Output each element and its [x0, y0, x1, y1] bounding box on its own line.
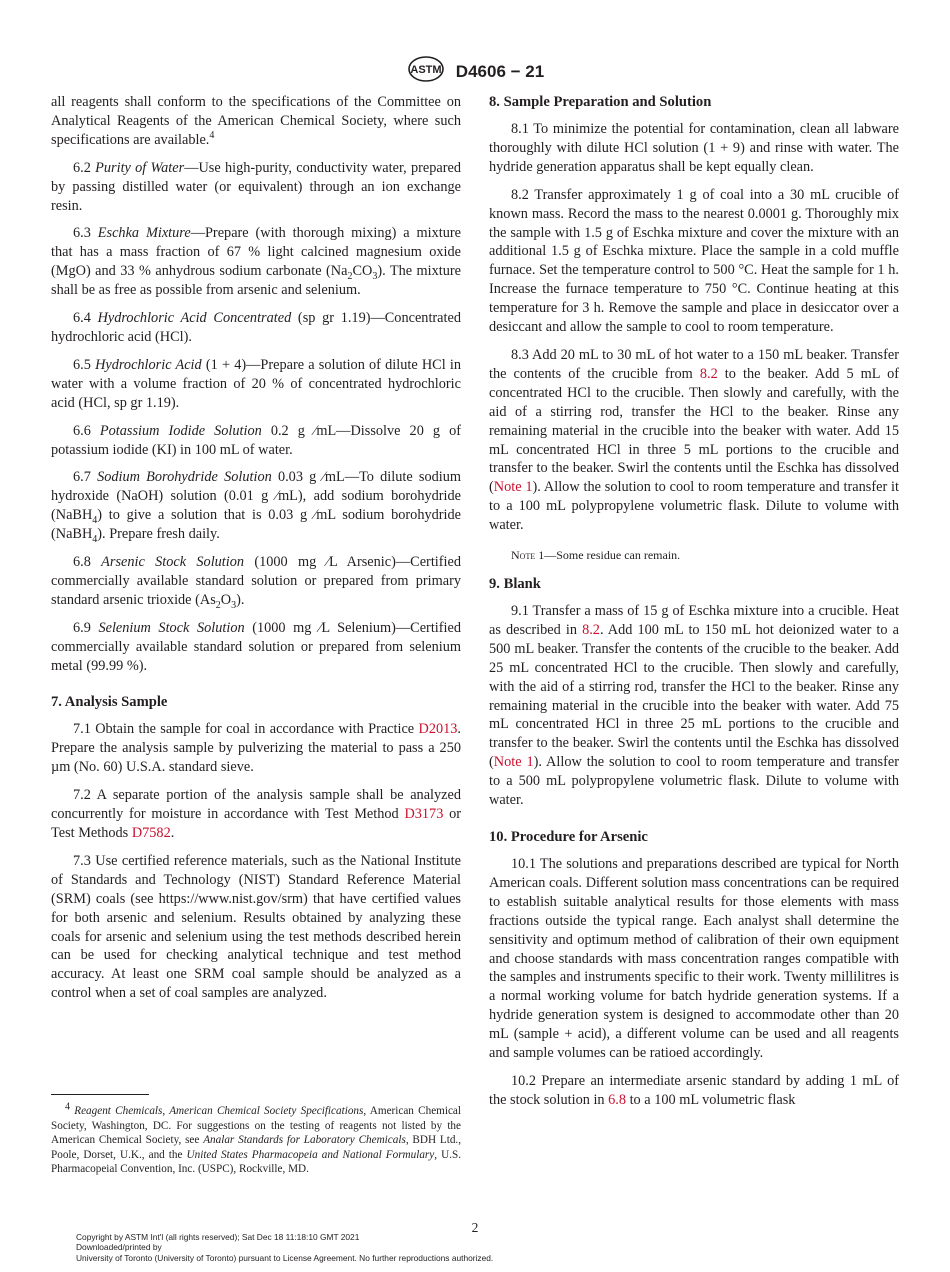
astm-logo-text: ASTM [410, 64, 442, 76]
section-9-heading: 9. Blank [489, 576, 541, 593]
section-8-1: 8.1 To minimize the potential for contamination, clean all labware thoroughly with dilute HCl solution (1 + 9) and rinse with water. The hydride generation apparatus shall be kept equally clean. [489, 121, 899, 175]
reagents-paragraph: all reagents shall conform to the specifications of the Committee on Analytical Reagents of the American Chemical Society, where such specifications are available.$^4$ [51, 94, 461, 148]
page-number: 2 [471, 1220, 479, 1235]
section-10-2: 10.2 Prepare an intermediate arsenic standard by adding 1 mL of the stock solution in 6.8 to a 100 mL volumetric flask [489, 1072, 899, 1108]
section-6-9: 6.9 Selenium Stock Solution (1000 mg ⁄L Selenium)—Certified commercially available standard solution or prepared from selenium metal (99.99 %). [51, 619, 461, 674]
section-6-4: 6.4 Hydrochloric Acid Concentrated (sp gr 1.19)—Concentrated hydrochloric acid (HCl). [51, 310, 461, 345]
section-7-3: 7.3 Use certified reference materials, such as the National Institute of Standards and Technology (NIST) Standard Reference Material (SRM) coals (see https://www.nist.gov/srm) that have certified values for both arsenic and selenium. Results obtained by analyzing these coals for arsenic and selenium using the test methods described herein can be used for checking analytical technique and test method accuracy. At least one SRM coal sample should be analyzed as a control when a set of coal samples are analyzed. [51, 852, 461, 1002]
section-7-2: 7.2 A separate portion of the analysis sample shall be analyzed concurrently for moisture in accordance with Test Method D3173 or Test Methods D7582. [51, 787, 461, 841]
astm-logo [406, 56, 446, 87]
section-6-7: 6.7 Sodium Borohydride Solution 0.03 g ⁄mL—To dilute sodium hydroxide (NaOH) solution (0.01 g ⁄mL), add sodium borohydride (NaBH$_4$) to give a solution that is 0.03 g ⁄mL sodium borohydride (NaBH$_4$). Prepare fresh daily. [51, 469, 462, 545]
link-8-2[interactable]: 8.2 [699, 365, 718, 382]
section-8-3: 8.3 Add 20 mL to 30 mL of hot water to a 150 mL beaker. Transfer the contents of the crucible from 8.2 to the beaker. Add 5 mL of concentrated HCl to the crucible. Then slowly and carefully, with the aid of a stirring rod, transfer the HCl to the beaker. Rinse any remaining material in the crucible into the beaker with water. Add 15 mL concentrated HCl in three 5 mL portions to the crucible and transfer to the beaker. Swirl the contents until the Eschka has dissolved (Note 1). Allow the solution to cool to room temperature and transfer it to a 100 mL polypropylene volumetric flask. Dilute to volume with water. [489, 346, 900, 534]
footnote-4: $^4$ Reagent Chemicals, American Chemical Society Specifications, American Chemical Society, Washington, DC. For suggestions on the testing of reagents not listed by the American Chemical Society, see Analar Standards for Laboratory Chemicals, BDH Ltd., Poole, Dorset, U.K., and the United States Pharmacopeia and National Formulary, U.S. Pharmacopeial Convention, Inc. (USPC), Rockville, MD. [51, 1101, 462, 1176]
section-10-heading: 10. Procedure for Arsenic [489, 829, 648, 845]
section-6-2: 6.2 Purity of Water—Use high-purity, conductivity water, prepared by passing distilled water (or equivalent) through an ion exchange resin. [51, 159, 462, 214]
right-column [489, 93, 899, 1119]
copyright-notice: Copyright by ASTM Int'l (all rights reserved); Sat Dec 18 11:18:10 GMT 2021 Downloaded/printed by University of Toronto (University of Toronto) pursuant to License Agreement. No further reproductions authorized. [76, 1232, 494, 1263]
link-8-2[interactable]: 8.2 [582, 621, 600, 638]
footnote-divider [51, 1094, 149, 1095]
link-6-8[interactable]: 6.8 [608, 1091, 627, 1108]
section-6-6: 6.6 Potassium Iodide Solution 0.2 g ⁄mL—Dissolve 20 g of potassium iodide (KI) in 100 mL of water. [51, 422, 462, 458]
section-6-8: 6.8 Arsenic Stock Solution (1000 mg ⁄L Arsenic)—Certified commercially available standard solution or prepared from primary standard arsenic trioxide $(As_2O_3)$. [51, 554, 461, 611]
page-header [0, 56, 950, 87]
section-7-heading: 7. Analysis Sample [51, 694, 168, 711]
section-7-1: 7.1 Obtain the sample for coal in accordance with Practice D2013. Prepare the analysis sample by pulverizing the material to pass a 250 µm (No. 60) U.S.A. standard sieve. [51, 721, 461, 776]
link-note-1[interactable]: Note 1 [493, 479, 533, 496]
document-designation: D4606 − 21 [455, 61, 545, 81]
section-10-1: 10.1 The solutions and preparations described are typical for North American coals. Different solution mass concentrations can be required to establish suitable analytical results for those elements with mass fractions outside the typical range. Each analyst shall determine the sensitivity and optimum method of calibration of their own equipment and choose standards with mass concentration ranges compatible with the samples and instruments specific to their work. Twenty millilitres is a normal working volume for batch hydride generation systems. If a hydride generation system is designed to accommodate other than 20 mL (sample + acid), a different volume can be used and all reagents and sample volumes can be ratioed accordingly. [489, 856, 899, 1062]
section-6-5: 6.5 Hydrochloric Acid (1 + 4)—Prepare a solution of dilute HCl in water with a volume fraction of 20 % of concentrated hydrochloric acid (HCl, sp gr 1.19). [51, 356, 461, 411]
note-1: Note 1—Some residue can remain. [511, 548, 681, 563]
link-d7582[interactable]: D7582 [131, 825, 171, 841]
footnote-ref[interactable]: 4 [209, 130, 215, 142]
section-9-1: 9.1 Transfer a mass of 15 g of Eschka mixture into a crucible. Heat as described in 8.2. Add 100 mL to 150 mL hot deionized water to a 500 mL beaker. Transfer the contents of the crucible to the beaker. Add 25 mL concentrated HCl to the crucible. Then slowly and carefully, with the aid of a stirring rod, transfer the HCl to the beaker. Rinse any remaining material in the crucible into the beaker with water. Add 75 mL concentrated HCl in three 25 mL portions to the crucible and transfer to the beaker. Swirl the contents until the Eschka has dissolved (Note 1). Allow the solution to cool to room temperature and transfer to a 500 mL polypropylene volumetric flask. Dilute to volume with water. [489, 603, 899, 809]
link-d2013[interactable]: D2013 [418, 721, 458, 738]
section-8-2: 8.2 Transfer approximately 1 g of coal into a 30 mL crucible of known mass. Record the mass to the nearest 0.0001 g. Thoroughly mix the sample with 1.5 g of Eschka mixture and cover the mixture with an additional 1.5 g of Eschka mixture. Place the sample in a cold muffle furnace. Set the temperature control to 500 °C. Heat the sample for 1 h. Increase the furnace temperature to 750 °C. Continue heating at this temperature for 3 h. Remove the sample and place in desiccator over a desiccant and allow the sample to cool to room temperature. [489, 186, 899, 336]
link-note-1[interactable]: Note 1 [493, 754, 534, 771]
section-6-3: 6.3 Eschka Mixture—Prepare (with thorough mixing) a mixture that has a mass fraction of 67 % light calcined magnesium oxide (MgO) and 33 % anhydrous sodium carbonate $(Na_2CO_3)$. The mixture shall be as free as possible from arsenic and selenium. [51, 225, 462, 299]
section-8-heading: 8. Sample Preparation and Solution [489, 94, 712, 110]
link-d3173[interactable]: D3173 [404, 806, 444, 823]
left-column [51, 93, 461, 1012]
